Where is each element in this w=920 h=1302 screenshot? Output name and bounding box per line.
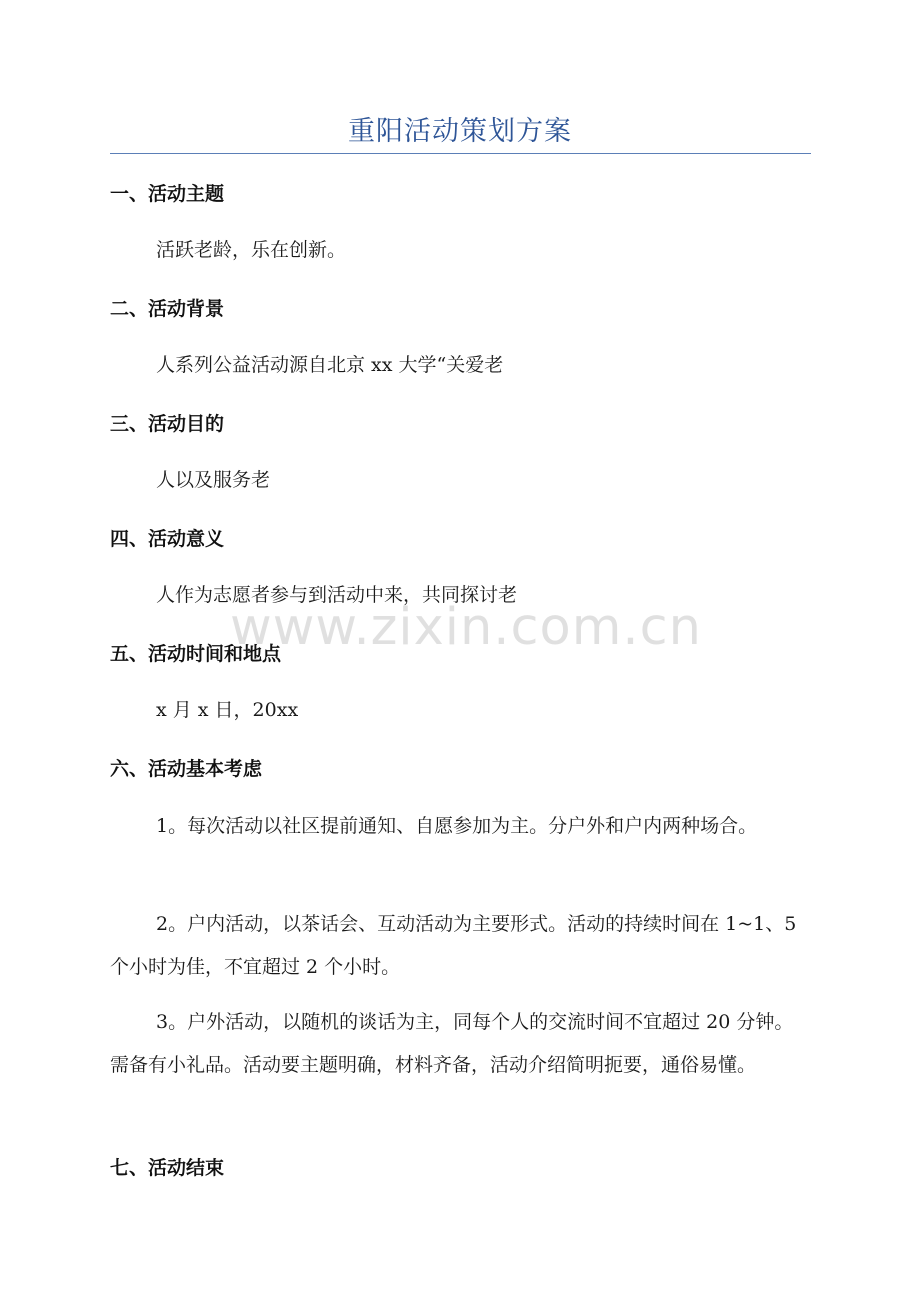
section-heading-time-place: 五、活动时间和地点: [110, 643, 282, 665]
section-heading-background: 二、活动背景: [110, 298, 225, 320]
section-heading-considerations: 六、活动基本考虑: [110, 758, 263, 780]
section-paragraph-theme: 活跃老龄，乐在创新。: [156, 239, 347, 261]
document-title: 重阳活动策划方案: [348, 116, 572, 147]
section-paragraph-background: 人系列公益活动源自北京 xx 大学“关爱老: [156, 354, 504, 376]
section-heading-conclusion: 七、活动结束: [110, 1157, 225, 1179]
watermark-text: www.zixin.com.cn: [230, 598, 702, 657]
section-paragraph-time-place: x 月 x 日，20xx: [156, 699, 299, 721]
section-paragraph-purpose: 人以及服务老: [156, 469, 271, 491]
section-heading-theme: 一、活动主题: [110, 183, 225, 205]
section-paragraph-consideration-2: 2。户内活动，以茶话会、互动活动为主要形式。活动的持续时间在 1~1、5 个小时为佳，不宜超过 2 个小时。: [110, 913, 797, 978]
section-paragraph-consideration-1: 1。每次活动以社区提前通知、自愿参加为主。分户外和户内两种场合。: [156, 815, 758, 837]
section-heading-purpose: 三、活动目的: [110, 413, 225, 435]
section-paragraph-consideration-3: 3。户外活动，以随机的谈话为主，同每个人的交流时间不宜超过 20 分钟。需备有小礼品。活动要主题明确，材料齐备，活动介绍简明扼要，通俗易懂。: [110, 1011, 794, 1076]
section-heading-significance: 四、活动意义: [110, 528, 225, 550]
title-underline: [110, 153, 811, 154]
section-paragraph-significance: 人作为志愿者参与到活动中来，共同探讨老: [156, 584, 518, 606]
